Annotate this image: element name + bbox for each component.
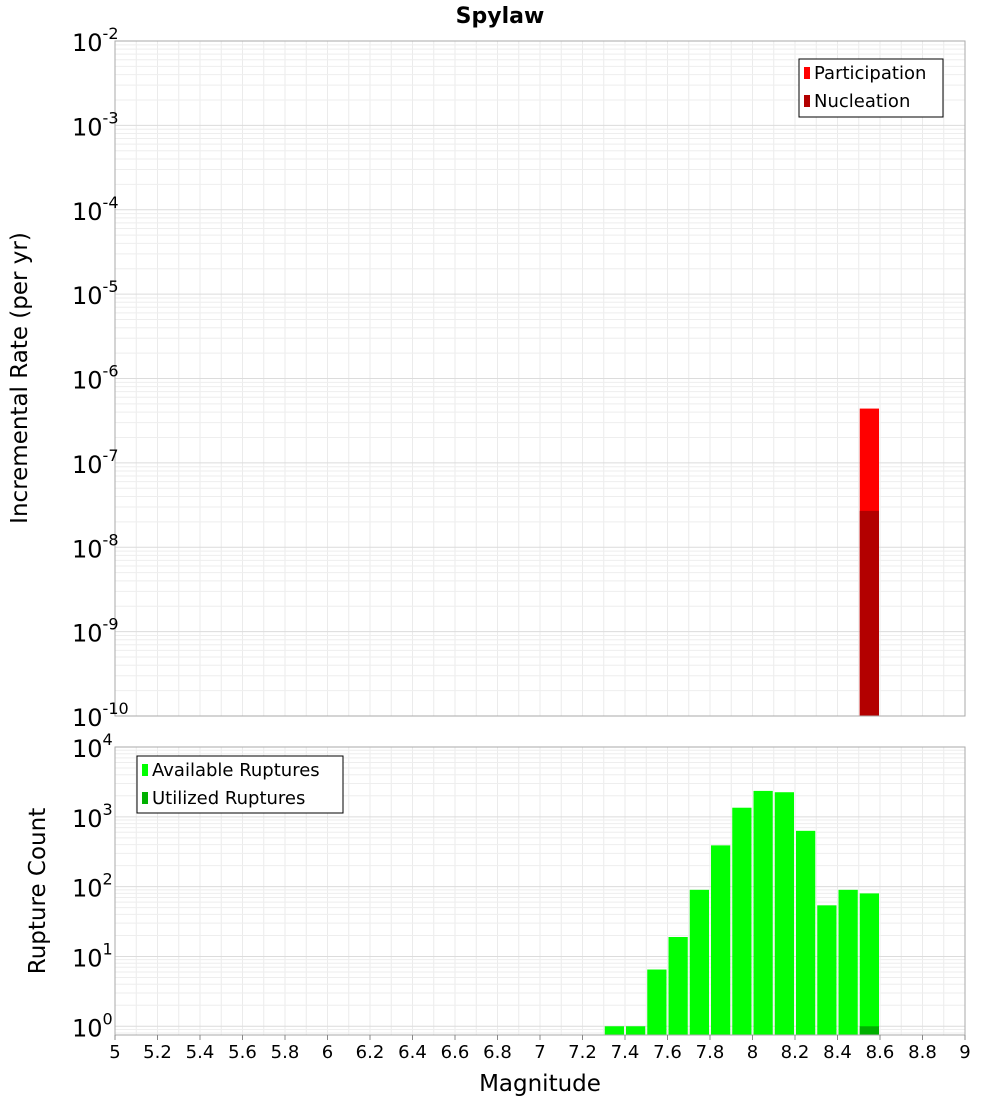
x-tick-label: 5 xyxy=(109,1042,121,1063)
x-tick-label: 7.2 xyxy=(568,1042,597,1063)
y-tick-exponent: 3 xyxy=(102,799,113,819)
legend-label: Utilized Ruptures xyxy=(152,788,306,809)
x-tick-label: 6.4 xyxy=(398,1042,427,1063)
y-tick-label: $10^{-4}$ xyxy=(72,192,119,226)
x-tick-label: 7.4 xyxy=(610,1042,640,1063)
count-bar-primary xyxy=(839,890,858,1035)
legend-label: Available Ruptures xyxy=(152,760,320,781)
legend-label: Nucleation xyxy=(814,91,911,112)
count-bar-primary xyxy=(669,937,688,1035)
legend-swatch xyxy=(142,792,148,804)
y-tick-label: $10^{-9}$ xyxy=(72,614,119,648)
y-tick-exponent: 0 xyxy=(102,1009,113,1029)
x-tick-label: 6.6 xyxy=(440,1042,470,1063)
count-bar-primary xyxy=(775,792,794,1035)
count-bar-primary xyxy=(647,970,666,1035)
y-tick-exponent: 4 xyxy=(102,730,113,749)
legend-swatch xyxy=(804,95,810,107)
y-tick-exponent: 1 xyxy=(102,939,113,959)
y-tick-label: $10^3$ xyxy=(72,799,113,833)
y-tick-exponent: -5 xyxy=(102,277,119,297)
y-tick-label: $10^{-3}$ xyxy=(72,108,119,142)
y-tick-exponent: -6 xyxy=(102,361,119,381)
count-bar-primary xyxy=(860,893,879,1035)
x-axis-label: Magnitude xyxy=(479,1071,601,1097)
legend-swatch xyxy=(804,67,810,79)
y-tick-label: $10^{-2}$ xyxy=(72,24,119,57)
count-bar-primary xyxy=(690,890,709,1035)
y-tick-label: $10^1$ xyxy=(72,939,113,973)
count-bar-primary xyxy=(817,905,836,1035)
y-tick-label: $10^{-5}$ xyxy=(72,277,119,311)
legend-swatch xyxy=(142,764,148,776)
y-tick-exponent: -9 xyxy=(102,614,119,634)
y-axis-label: Rupture Count xyxy=(25,807,51,975)
x-tick-label: 6.8 xyxy=(483,1042,512,1063)
x-tick-label: 8.2 xyxy=(780,1042,810,1063)
y-tick-label: $10^2$ xyxy=(72,869,113,903)
y-tick-label: $10^{-6}$ xyxy=(72,361,119,395)
count-bar-primary xyxy=(732,808,751,1035)
x-tick-label: 5.2 xyxy=(143,1042,172,1063)
chart-title: Spylaw xyxy=(455,4,545,29)
x-tick-label: 5.8 xyxy=(270,1042,300,1063)
y-tick-exponent: -8 xyxy=(102,530,119,550)
x-tick-label: 7.8 xyxy=(695,1042,725,1063)
x-tick-label: 7.6 xyxy=(653,1042,682,1063)
y-tick-exponent: -3 xyxy=(102,108,119,128)
rate-bar-secondary xyxy=(860,511,879,716)
y-axis-label: Incremental Rate (per yr) xyxy=(7,232,33,524)
x-tick-label: 8.6 xyxy=(865,1042,895,1063)
bottom-chart xyxy=(25,730,971,1097)
x-tick-label: 6.2 xyxy=(355,1042,385,1063)
y-tick-exponent: 2 xyxy=(102,869,113,889)
x-tick-label: 7 xyxy=(534,1042,546,1063)
x-tick-label: 8 xyxy=(746,1042,759,1063)
count-bar-primary xyxy=(711,845,730,1035)
y-tick-exponent: -4 xyxy=(102,192,119,212)
y-tick-label: $10^{-8}$ xyxy=(72,530,119,564)
count-bar-primary xyxy=(605,1026,624,1035)
x-tick-label: 8.4 xyxy=(823,1042,852,1063)
legend-label: Participation xyxy=(814,63,927,84)
y-tick-exponent: -10 xyxy=(102,699,129,718)
y-tick-label: $10^4$ xyxy=(72,730,113,763)
y-tick-label: $10^{-10}$ xyxy=(72,699,129,732)
count-bar-secondary xyxy=(860,1026,879,1035)
y-tick-label: $10^{-7}$ xyxy=(72,445,119,479)
count-bar-primary xyxy=(626,1026,645,1035)
x-tick-label: 9 xyxy=(959,1042,971,1063)
x-tick-label: 5.4 xyxy=(185,1042,215,1063)
count-bar-primary xyxy=(796,831,815,1035)
x-tick-label: 5.6 xyxy=(228,1042,257,1063)
y-tick-exponent: -2 xyxy=(102,24,119,43)
x-tick-label: 6 xyxy=(321,1042,334,1063)
y-tick-label: $10^0$ xyxy=(72,1009,113,1043)
count-bar-primary xyxy=(754,791,773,1035)
y-tick-exponent: -7 xyxy=(102,445,119,465)
top-chart xyxy=(7,4,965,732)
x-tick-label: 8.8 xyxy=(908,1042,937,1063)
